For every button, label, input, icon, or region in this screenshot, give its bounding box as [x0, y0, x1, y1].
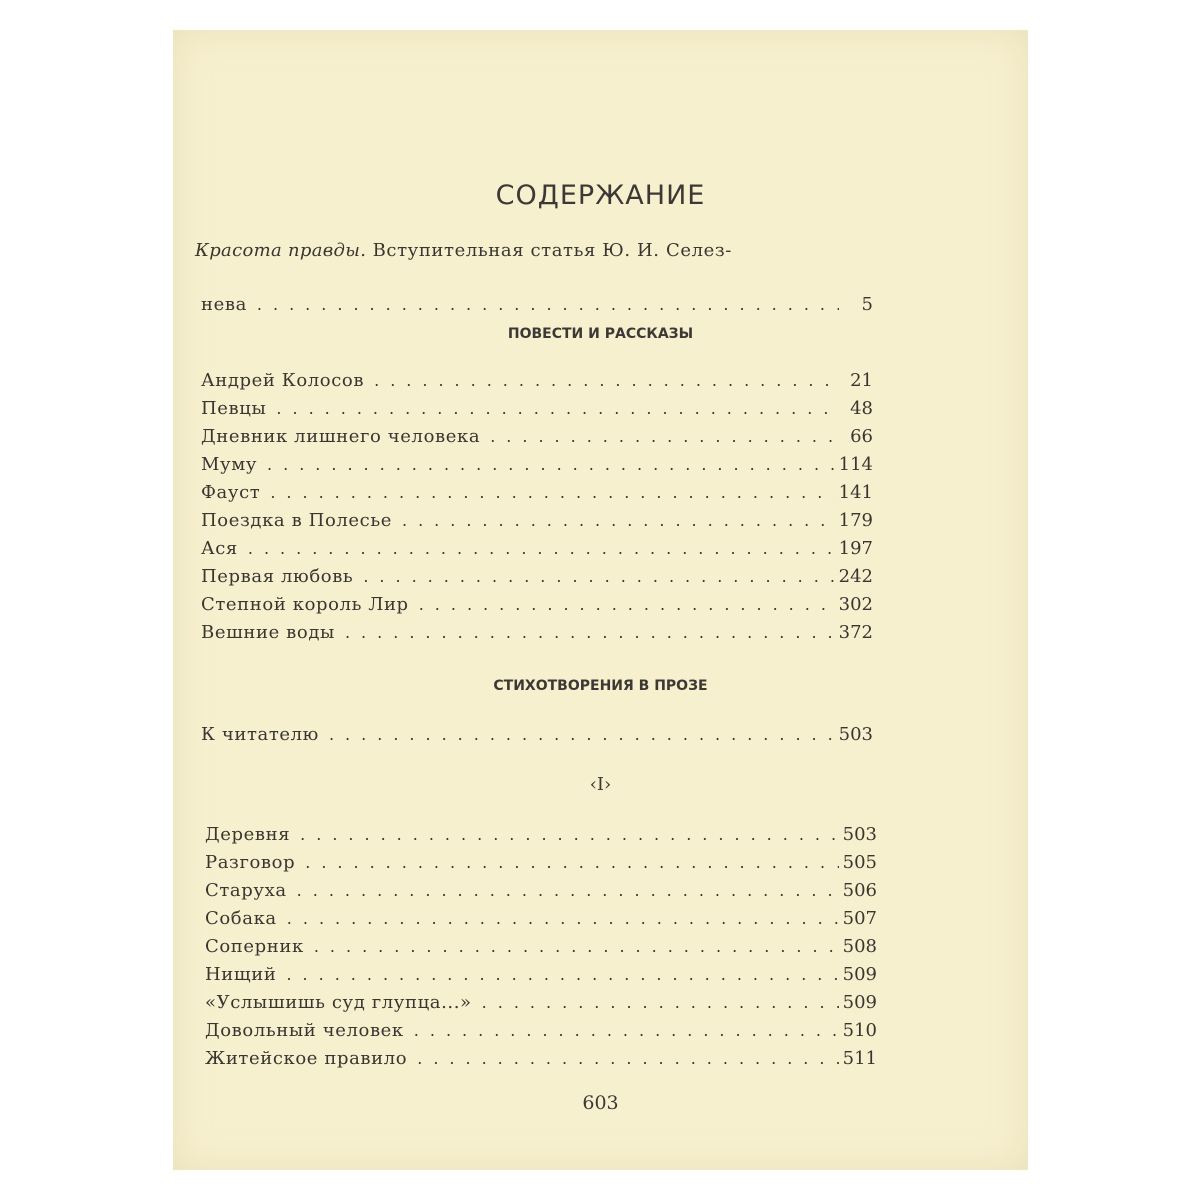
entry-title: Фауст [201, 482, 261, 503]
page-number: 511 [842, 1048, 877, 1069]
page-number: 503 [842, 824, 877, 845]
toc-entry [205, 1048, 877, 1076]
entry-title: Собака [205, 908, 277, 929]
entry-title: Старуха [205, 880, 287, 901]
intro-title: Красота правды. [195, 240, 367, 261]
dot-leader [417, 1049, 838, 1068]
dot-leader [414, 1021, 839, 1040]
dot-leader [287, 909, 839, 928]
page-number: 509 [842, 992, 877, 1013]
page-number: 507 [842, 908, 877, 929]
toc-entry [205, 908, 877, 936]
section-heading-stories: ПОВЕСТИ И РАССКАЗЫ [507, 326, 694, 342]
toc-entry [205, 992, 877, 1020]
toc-entry [201, 398, 873, 426]
dot-leader [363, 567, 834, 586]
page-number: 114 [838, 454, 873, 475]
page-number: 179 [838, 510, 873, 531]
entry-title: Поездка в Полесье [201, 510, 392, 531]
entry-title: нева [201, 294, 247, 315]
page-number: 372 [838, 622, 873, 643]
dot-leader [248, 539, 835, 558]
dot-leader [419, 595, 835, 614]
toc-entry [201, 426, 873, 454]
page-number: 66 [850, 426, 873, 447]
page-number: 141 [838, 482, 873, 503]
entry-title: Вешние воды [201, 622, 335, 643]
dot-leader [270, 483, 834, 502]
section-heading-prose-poems: СТИХОТВОРЕНИЯ В ПРОЗЕ [493, 678, 708, 694]
entry-title: Нищий [205, 964, 277, 985]
dot-leader [374, 371, 839, 390]
toc-entry [205, 824, 877, 852]
toc-entry [205, 1020, 877, 1048]
dot-leader [329, 725, 835, 744]
entry-title: Деревня [205, 824, 291, 845]
folio-page-number: 603 [582, 1092, 619, 1114]
toc-entry [201, 482, 873, 510]
entry-title: Певцы [201, 398, 267, 419]
dot-leader [276, 399, 839, 418]
page-number: 506 [842, 880, 877, 901]
page-number: 505 [842, 852, 877, 873]
entry-title: «Услышишь суд глупца...» [205, 992, 472, 1013]
page-number: 21 [850, 370, 873, 391]
entry-title: Степной король Лир [201, 594, 409, 615]
page-number: 5 [861, 294, 873, 315]
toc-entry [205, 964, 877, 992]
entry-title: Дневник лишнего человека [201, 426, 481, 447]
toc-entry [205, 936, 877, 964]
entry-title: Андрей Колосов [201, 370, 365, 391]
entry-title: Муму [201, 454, 258, 475]
intro-description: Вступительная статья Ю. И. Селез- [372, 240, 732, 261]
toc-entry [205, 852, 877, 880]
page-number: 48 [850, 398, 873, 419]
dot-leader [267, 455, 835, 474]
entry-title: К читателю [201, 724, 319, 745]
dot-leader [482, 993, 839, 1012]
page-number: 510 [842, 1020, 877, 1041]
page-number: 242 [838, 566, 873, 587]
page-number: 197 [838, 538, 873, 559]
toc-entry [201, 724, 873, 752]
intro-entry-line2 [201, 294, 873, 322]
toc-entry [201, 538, 873, 566]
dot-leader [257, 295, 839, 314]
entry-title: Соперник [205, 936, 304, 957]
page-number: 503 [838, 724, 873, 745]
page-number: 508 [842, 936, 877, 957]
entry-title: Довольный человек [205, 1020, 404, 1041]
dot-leader [297, 881, 839, 900]
toc-entry [205, 880, 877, 908]
toc-entry [201, 622, 873, 650]
intro-entry-line1 [195, 240, 835, 261]
entry-title: Ася [201, 538, 238, 559]
toc-entry [201, 566, 873, 594]
book-page [173, 30, 1028, 1170]
toc-entry [201, 454, 873, 482]
subsection-heading: ‹I› [589, 774, 612, 795]
toc-entry [201, 510, 873, 538]
toc-entry [201, 370, 873, 398]
page-title: СОДЕРЖАНИЕ [495, 180, 706, 211]
dot-leader [286, 965, 838, 984]
entry-title: Разговор [205, 852, 296, 873]
page-number: 302 [838, 594, 873, 615]
dot-leader [490, 427, 839, 446]
entry-title: Житейское правило [205, 1048, 408, 1069]
entry-title: Первая любовь [201, 566, 354, 587]
toc-entry [201, 594, 873, 622]
dot-leader [305, 853, 838, 872]
dot-leader [300, 825, 838, 844]
dot-leader [314, 937, 839, 956]
dot-leader [345, 623, 835, 642]
dot-leader [402, 511, 835, 530]
page-number: 509 [842, 964, 877, 985]
